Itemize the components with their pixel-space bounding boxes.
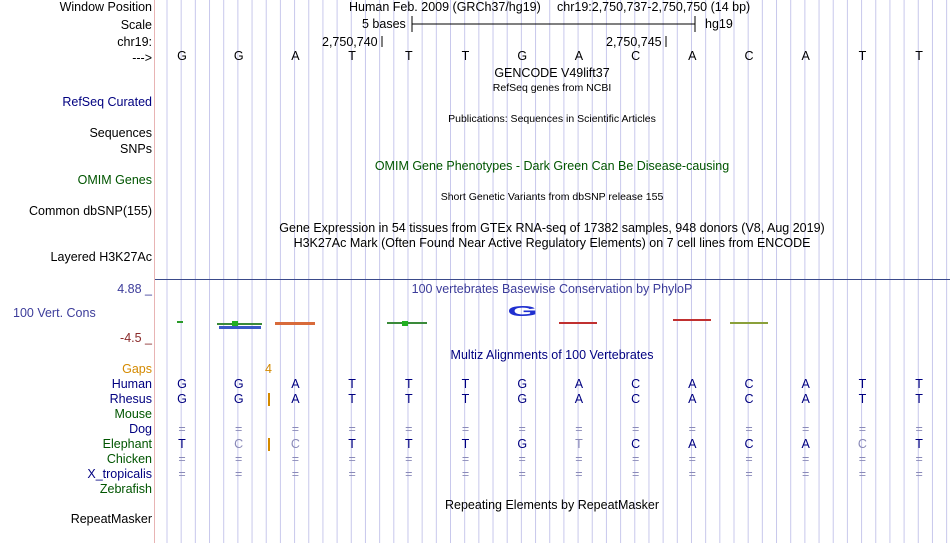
- position-text: chr19:2,750,737-2,750,750 (14 bp): [557, 0, 751, 14]
- alignment-base: T: [575, 437, 583, 451]
- sequence-base: A: [688, 49, 697, 63]
- alignment-base: G: [517, 392, 528, 406]
- alignment-base: T: [404, 392, 413, 406]
- sequence-base: T: [858, 49, 867, 63]
- alignment-base: T: [915, 437, 923, 451]
- alignment-base: A: [801, 437, 810, 451]
- omim-track-label[interactable]: OMIM Genes: [77, 173, 152, 187]
- alignment-base: =: [235, 452, 243, 466]
- alignment-base: =: [461, 422, 470, 436]
- alignment-base: T: [348, 437, 356, 451]
- alignment-base: =: [461, 467, 470, 481]
- alignment-base: G: [177, 392, 187, 406]
- alignment-base: T: [348, 392, 356, 406]
- alignment-base: =: [688, 422, 696, 436]
- scale-bar-text: 5 bases: [362, 17, 406, 31]
- repeat-track-label[interactable]: RepeatMasker: [70, 512, 152, 526]
- cons-mark-a3: [673, 319, 711, 321]
- species-label-chicken[interactable]: Chicken: [106, 452, 152, 466]
- multiz-track-title[interactable]: Multiz Alignments of 100 Vertebrates: [450, 348, 654, 362]
- gap-insertion-marker: [268, 393, 270, 406]
- species-label-elephant[interactable]: Elephant: [102, 437, 152, 451]
- chrom-label: chr19:: [117, 35, 152, 49]
- sequence-base: T: [404, 49, 413, 63]
- alignment-base: A: [801, 392, 810, 406]
- alignment-base: C: [631, 377, 641, 391]
- cons-mark-g2: [217, 323, 262, 325]
- alignment-base: A: [291, 392, 300, 406]
- alignment-base: A: [574, 377, 584, 391]
- alignment-base: =: [291, 422, 300, 436]
- gaps-value: 4: [265, 362, 272, 376]
- species-label-x_tropicalis[interactable]: X_tropicalis: [87, 467, 152, 481]
- alignment-base: =: [518, 452, 526, 466]
- track-separator: [155, 279, 950, 280]
- alignment-base: T: [404, 377, 413, 391]
- alignment-base: A: [688, 392, 697, 406]
- alignment-base: G: [177, 377, 187, 391]
- sequence-base: G: [177, 49, 187, 63]
- alignment-base: =: [235, 422, 243, 436]
- refseq-track-title[interactable]: RefSeq genes from NCBI: [492, 82, 612, 94]
- alignment-base: =: [178, 452, 186, 466]
- alignment-base: C: [744, 392, 754, 406]
- cons-mark-a4: [730, 322, 768, 324]
- repeat-track-title[interactable]: Repeating Elements by RepeatMasker: [444, 498, 660, 512]
- snps-track-label[interactable]: SNPs: [120, 142, 152, 156]
- alignment-base: =: [858, 422, 867, 436]
- alignment-base: A: [574, 392, 584, 406]
- alignment-base: =: [631, 452, 640, 466]
- dbsnp-track-label[interactable]: Common dbSNP(155): [29, 204, 152, 218]
- alignment-base: =: [915, 452, 923, 466]
- sequence-base: T: [348, 49, 356, 63]
- alignment-base: =: [405, 467, 413, 481]
- cons-min-label: -4.5 _: [120, 331, 152, 345]
- alignment-base: =: [348, 422, 356, 436]
- alignment-base: C: [631, 437, 641, 451]
- alignment-base: =: [745, 452, 753, 466]
- alignment-base: =: [802, 452, 810, 466]
- alignment-base: T: [404, 437, 413, 451]
- alignment-base: T: [915, 377, 923, 391]
- cons-mark-a: [275, 322, 315, 325]
- alignment-base: =: [802, 422, 810, 436]
- sequence-base: A: [801, 49, 810, 63]
- species-label-human[interactable]: Human: [111, 377, 152, 391]
- gtex-track-title[interactable]: Gene Expression in 54 tissues from GTEx RNA-seq of 17382 samples, 948 donors (V8, Aug 2019): [279, 221, 825, 235]
- alignment-base: =: [688, 452, 696, 466]
- sequence-base: A: [574, 49, 584, 63]
- alignment-base: =: [291, 452, 300, 466]
- alignment-base: =: [348, 452, 356, 466]
- alignment-base: A: [291, 377, 300, 391]
- alignment-base: =: [461, 452, 470, 466]
- alignment-base: T: [915, 392, 923, 406]
- alignment-base: =: [405, 422, 413, 436]
- alignment-base: =: [631, 422, 640, 436]
- species-label-mouse[interactable]: Mouse: [114, 407, 152, 421]
- alignment-base: T: [461, 437, 470, 451]
- gaps-label: Gaps: [122, 362, 152, 376]
- dbsnp-track-title[interactable]: Short Genetic Variants from dbSNP release 155: [440, 191, 664, 203]
- cons-max-label: 4.88 _: [117, 282, 152, 296]
- assembly-text: Human Feb. 2009 (GRCh37/hg19): [349, 0, 541, 14]
- cons-track-label[interactable]: 100 Vert. Cons: [13, 306, 96, 320]
- alignment-base: =: [858, 452, 867, 466]
- alignment-base: T: [178, 437, 186, 451]
- alignment-base: =: [745, 467, 753, 481]
- alignment-base: =: [915, 467, 923, 481]
- alignment-base: A: [688, 377, 697, 391]
- species-label-zebrafish[interactable]: Zebrafish: [99, 482, 152, 496]
- alignment-base: =: [291, 467, 300, 481]
- scale-db: hg19: [705, 17, 733, 31]
- alignment-base: T: [858, 392, 867, 406]
- alignment-base: C: [631, 392, 641, 406]
- alignment-base: =: [575, 422, 583, 436]
- sequence-base: G: [233, 49, 244, 63]
- alignment-base: C: [744, 377, 754, 391]
- gencode-track-title[interactable]: GENCODE V49lift37: [494, 66, 610, 80]
- alignment-base: =: [631, 467, 640, 481]
- scale-label: Scale: [120, 18, 152, 32]
- alignment-base: =: [518, 422, 526, 436]
- alignment-base: C: [234, 437, 244, 451]
- cons-mark-a2: [559, 322, 597, 324]
- alignment-base: =: [858, 467, 867, 481]
- cons-mark-g2-under: [219, 326, 261, 329]
- sequences-track-label[interactable]: Sequences: [89, 126, 152, 140]
- alignment-base: =: [178, 467, 186, 481]
- sequence-base: C: [631, 49, 641, 63]
- left-label-border: [154, 0, 155, 543]
- alignment-base: =: [802, 467, 810, 481]
- sequence-base: G: [517, 49, 528, 63]
- cons-mark-g1: [177, 321, 183, 323]
- refseq-track-label[interactable]: RefSeq Curated: [62, 95, 152, 109]
- cons-track-title[interactable]: 100 vertebrates Basewise Conservation by PhyloP: [411, 282, 693, 296]
- alignment-base: G: [233, 377, 244, 391]
- publications-track-title[interactable]: Publications: Sequences in Scientific Articles: [448, 113, 656, 125]
- cons-mark-t-peak: [402, 321, 408, 326]
- alignment-base: =: [178, 422, 186, 436]
- alignment-base: T: [348, 377, 356, 391]
- sequence-base: T: [915, 49, 923, 63]
- alignment-base: C: [290, 437, 300, 451]
- alignment-base: =: [688, 467, 696, 481]
- cons-mark-g2-peak: [232, 321, 238, 326]
- species-label-rhesus[interactable]: Rhesus: [109, 392, 152, 406]
- alignment-base: =: [915, 422, 923, 436]
- alignment-base: G: [517, 377, 528, 391]
- coord-label-2: 2,750,745: [606, 35, 662, 49]
- conservation-logo: [155, 300, 950, 340]
- alignment-base: =: [348, 467, 356, 481]
- alignment-base: C: [857, 437, 867, 451]
- omim-track-title[interactable]: OMIM Gene Phenotypes - Dark Green Can Be Disease-causing: [374, 159, 730, 173]
- alignment-base: T: [461, 377, 470, 391]
- alignment-base: =: [518, 467, 526, 481]
- h3k27ac-track-label[interactable]: Layered H3K27Ac: [50, 250, 152, 264]
- alignment-base: T: [461, 392, 470, 406]
- window-position-label: Window Position: [59, 0, 152, 14]
- sequence-base: T: [461, 49, 470, 63]
- cons-mark-g-large: G: [507, 303, 538, 320]
- sequence-base: C: [744, 49, 754, 63]
- gap-insertion-marker: [268, 438, 270, 451]
- alignment-base: =: [405, 452, 413, 466]
- alignment-base: A: [688, 437, 697, 451]
- coord-label-1: 2,750,740: [322, 35, 378, 49]
- sequence-base: A: [291, 49, 300, 63]
- alignment-base: =: [235, 467, 243, 481]
- alignment-base: G: [233, 392, 244, 406]
- strand-label: --->: [132, 51, 152, 65]
- species-label-dog[interactable]: Dog: [129, 422, 152, 436]
- alignment-base: A: [801, 377, 810, 391]
- alignment-base: T: [858, 377, 867, 391]
- alignment-base: =: [575, 467, 583, 481]
- h3k27ac-track-title[interactable]: H3K27Ac Mark (Often Found Near Active Regulatory Elements) on 7 cell lines from ENCODE: [293, 236, 811, 250]
- alignment-base: =: [575, 452, 583, 466]
- alignment-base: =: [745, 422, 753, 436]
- alignment-base: G: [517, 437, 528, 451]
- alignment-base: C: [744, 437, 754, 451]
